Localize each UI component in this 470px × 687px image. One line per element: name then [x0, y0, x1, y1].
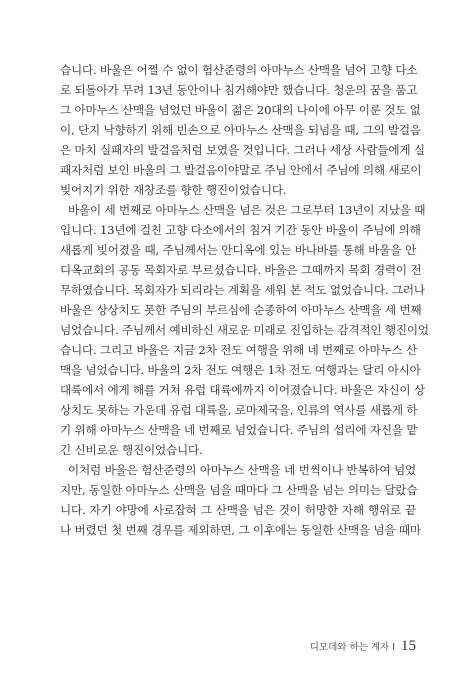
text-line: 바울은 상상치도 못한 주님의 부르심에 순종하여 아마누스 산맥을 세 번째 [60, 303, 422, 317]
text-line: 디옥교회의 공동 목회자로 부르셨습니다. 바울은 그때까지 목회 경력이 전 [60, 263, 422, 277]
text-line: 지만, 동일한 아마누스 산맥을 넘을 때마다 그 산맥을 넘는 의미는 달랐습 [60, 483, 418, 497]
text-line: 기 위해 아마누스 산맥을 네 번째로 넘었습니다. 주님의 섭리에 자신을 맡 [60, 423, 418, 437]
text-line: 니다. 자기 야망에 사로잡혀 그 산맥을 넘은 것이 허망한 자해 행위로 끝 [60, 503, 416, 517]
text-line: 은 마치 실패자의 발걸음처럼 보였을 것입니다. 그러나 세상 사람들에게 실 [60, 143, 425, 157]
text-line: 입니다. 13년에 걸친 고향 다소에서의 침거 기간 동안 바울이 주님에 의해 [60, 223, 421, 237]
text-line: 로 되돌아가 무려 13년 동안이나 침거해야만 했습니다. 청운의 꿈을 품고 [60, 83, 418, 97]
page-footer [60, 638, 416, 658]
running-title: 디모데와 하는 계자 I [309, 642, 395, 653]
text-line: 무하였습니다. 목회자가 되리라는 계획을 세워 본 적도 없었습니다. 그러나 [60, 283, 425, 297]
paragraph-first-line: 바울이 세 번째로 아마누스 산맥을 넘은 것은 그로부터 13년이 지났을 때 [68, 203, 426, 217]
page-number: 15 [401, 638, 416, 654]
text-line: 상치도 못하는 가운데 유럽 대륙을, 로마제국을, 인류의 역사를 새롭게 하 [60, 403, 418, 417]
text-line: 긴 신비로운 행진이었습니다. [60, 443, 203, 457]
text-line: 습니다. 바울은 어쩔 수 없이 험산준령의 아마누스 산맥을 넘어 고향 다소 [60, 63, 418, 77]
text-line: 넘었습니다. 주님께서 예비하신 새로운 미래로 진입하는 감격적인 행진이었 [60, 323, 429, 337]
text-line: 습니다. 그리고 바울은 지금 2차 전도 여행을 위해 네 번째로 아마누스 산 [60, 343, 417, 357]
text-line: 이, 단지 낙향하기 위해 빈손으로 아마누스 산맥을 되넘을 때, 그의 발걸음 [60, 123, 421, 137]
text-line: 빚어지기 위한 재창조를 향한 행진이었습니다. [60, 183, 287, 197]
paragraph-first-line: 이처럼 바울은 험산준령의 아마누스 산맥을 네 번씩이나 반복하여 넘었 [68, 463, 416, 477]
text-line: 맥을 넘었습니다. 바울의 2차 전도 여행은 1차 전도 여행과는 달리 아시아 [60, 363, 421, 377]
text-line: 대륙에서 에게 해를 거쳐 유럽 대륙에까지 이어졌습니다. 바울은 자신이 상 [60, 383, 425, 397]
text-line: 그 아마누스 산맥을 넘었던 바울이 젊은 20대의 나이에 아무 이룬 것도 없 [60, 103, 421, 117]
text-line: 새롭게 빚어졌을 때, 주님께서는 안디옥에 있는 바나바를 통해 바울을 안 [60, 243, 416, 257]
text-line: 패자처럼 보인 바울의 그 발걸음이야말로 주님 안에서 주님에 의해 새로이 [60, 163, 422, 177]
text-line: 나 버렸던 첫 번째 경우를 제외하면, 그 이후에는 동일한 산맥을 넘을 때마 [60, 523, 421, 537]
